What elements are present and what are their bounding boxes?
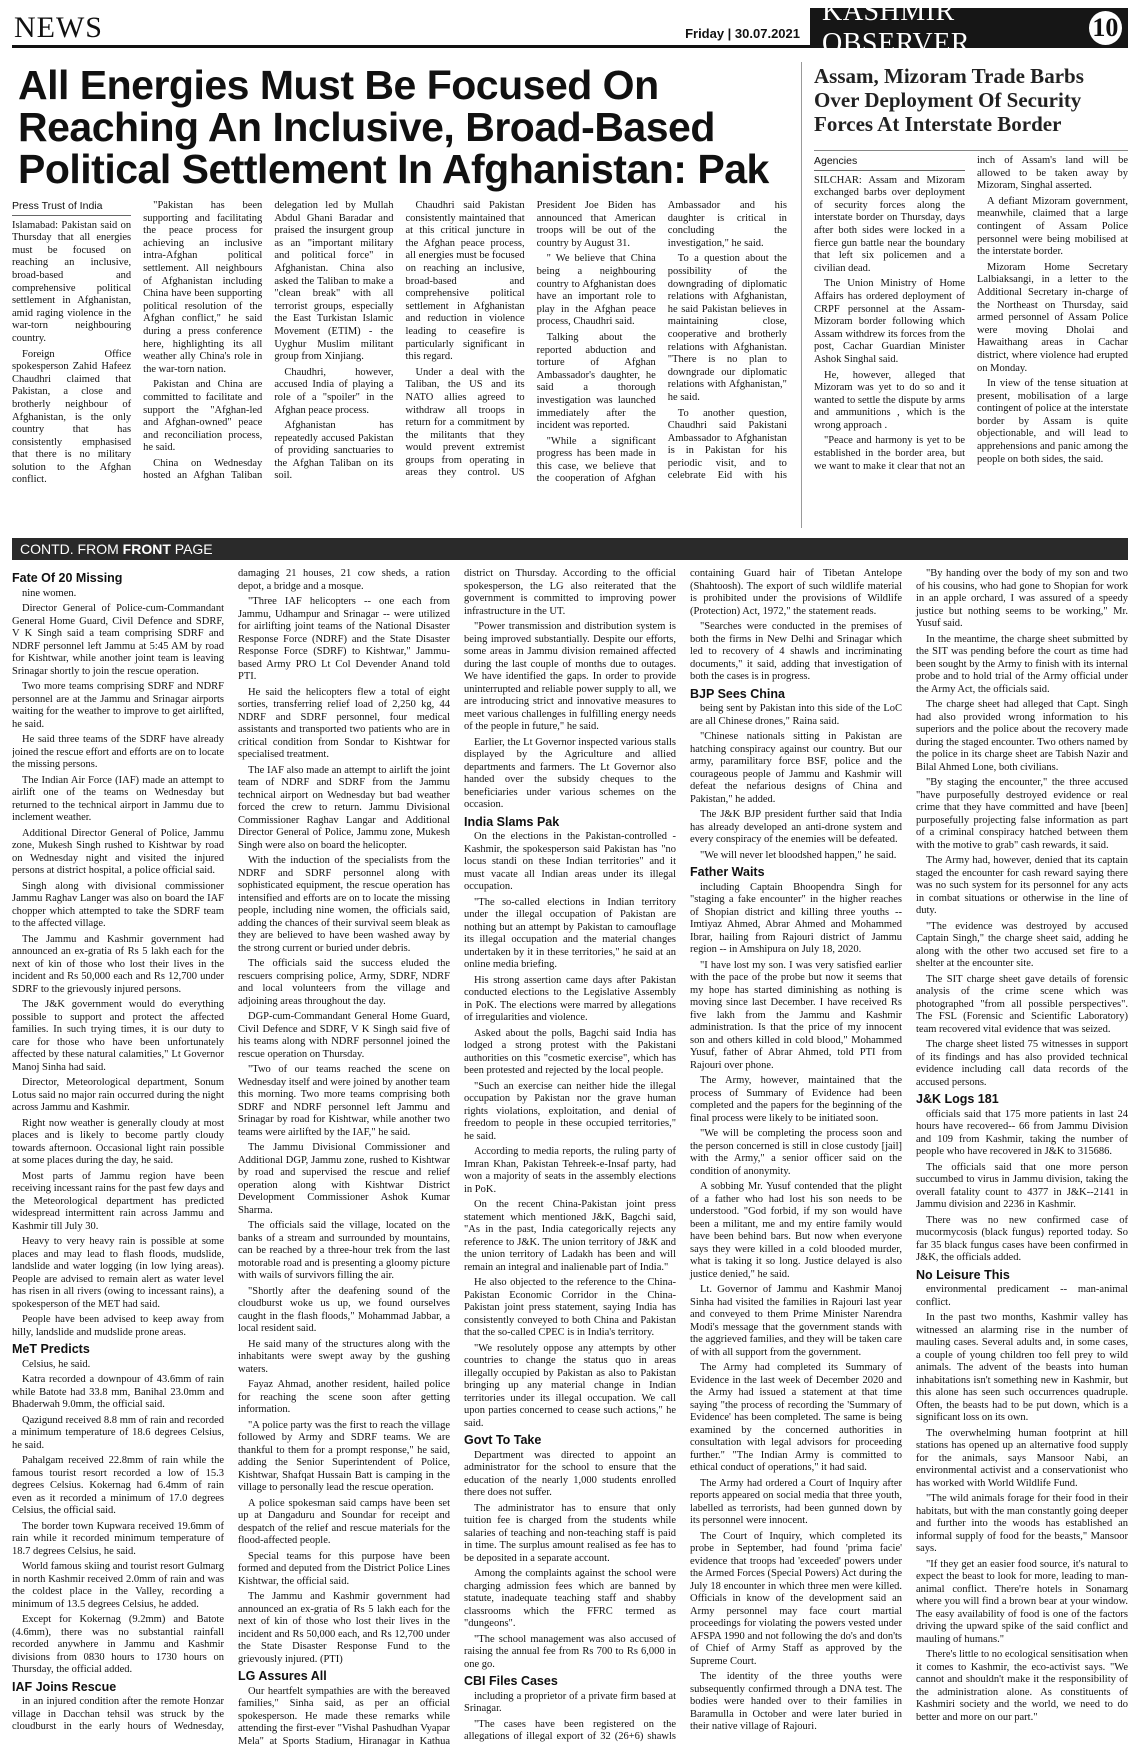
side-story-paragraph: SILCHAR: Assam and Mizoram exchanged barbs over deployment of security forces along the interstate border on Thursday, days after both sides were locked in a fierce gun battle near the boundary that left six policemen and a civilian dead. xyxy=(814,174,965,274)
story-paragraph: Additional Director General of Police, Jammu zone, Mukesh Singh rushed to Kishtwar by road on Wednesday night and visited the injured persons at district hospital, a police official said. xyxy=(12,827,224,876)
lead-story-paragraph: " We believe that China being a neighbouring country to Afghanistan does have an important role to play in the Afghan peace process, Chaudhri said. xyxy=(536,253,656,328)
story-paragraph: He said three teams of the SDRF have already joined the rescue effort and efforts are on to locate the missing persons. xyxy=(12,734,224,770)
story-paragraph: He said the helicopters flew a total of eight sorties, transferring relief load of 2,250 kg, 44 NDRF and SDRF personnel, four medical assistants and transported two patients who are in critical condition from Sondar to Kishtwar for specialised treatment. xyxy=(238,686,450,760)
story-heading: IAF Joins Rescue xyxy=(12,1679,117,1694)
side-story-paragraph: A defiant Mizoram government, meanwhile, claimed that a large contingent of Assam Police personnel were being mobilised at the interstate border. xyxy=(977,195,1128,258)
story-paragraph: "The cases have been registered on the allegations of illegal export of 32 (26+6) shawls containing Guard hair of Tibetan Antelope (Shahtoosh). The export of such wildlife material is prohibited under the provisions of Wildlife (Protection) Act, 1972," the statement reads. xyxy=(464,568,902,1742)
story-paragraph: His strong assertion came days after Pakistan conducted elections to the Legislative Assembly in PoK. The elections were marred by allegations of irregularities and violence. xyxy=(464,974,676,1023)
story-paragraph: The identity of the three youths were subsequently confirmed through a DNA test. The bodies were handed over to their families in Baramulla in October and were later buried in their native village of Rajouri. xyxy=(690,1671,902,1732)
story-paragraph: Special teams for this purpose have been formed and deputed from the District Police Lines Kishtwar, the official said. xyxy=(238,1550,450,1587)
story-paragraph: The Army had ordered a Court of Inquiry after reports appeared on social media that three youth, labelled as terrorists, had been gunned down by its personnel were innocent. xyxy=(690,1477,902,1526)
story-paragraph: in an injured condition after the remote Honzar village in Dacchan tehsil was struck by the cloudburst in the early hours of Wednesday, damaging 21 houses, 21 cow sheds, a ration depot, a bridge and a mosque. xyxy=(12,568,450,1732)
story-heading: No Leisure This xyxy=(916,1267,1010,1282)
masthead-left xyxy=(12,8,810,48)
story-paragraph: "Searches were conducted in the premises of both the firms in New Delhi and Srinagar which led to recovery of 4 shawls and incriminating documents," it said, adding that investigation of both the cases is in progress. xyxy=(690,621,902,682)
story-paragraph: Katra recorded a downpour of 43.6mm of rain while Batote had 33.8 mm, Banihal 23.0mm and Bhaderwah 9.0mm, the official said. xyxy=(12,1374,224,1410)
story-paragraph: Asked about the polls, Bagchi said India has lodged a strong protest with the Pakistani authorities on this "cosmetic exercise", which has been protested and rejected by the local people. xyxy=(464,1027,676,1076)
story-paragraph: "Power transmission and distribution system is being improved substantially. Despite our efforts, some areas in Jammu division remained affected during the last couple of months due to outages. We have identified the gaps. In order to provide uninterrupted and reliable power supply to all, we are introducing strict and innovative measures to meet various challenges in fulfilling energy needs of the people in future," he said. xyxy=(464,621,676,732)
story-paragraph: "Chinese nationals sitting in Pakistan are hatching conspiracy against our country. But our army, paramilitary force BSF, police and the courageous people of Jammu and Kashmir will defeat the nefarious designs of China and Pakistan," he added. xyxy=(690,731,902,805)
paper-name: KASHMIR OBSERVER xyxy=(822,0,971,59)
continued-emphasis: FRONT xyxy=(122,541,171,557)
story-paragraph: "We will be completing the process soon and the person concerned is still in close custody [jail] with the Army," a senior officer said on the condition of anonymity. xyxy=(690,1128,902,1177)
lead-story-body xyxy=(12,200,787,490)
story-paragraph: The Army, however, maintained that the process of Summary of Evidence had been completed and the papers for the beginning of the final process were likely to be initiated soon. xyxy=(690,1075,902,1124)
story-paragraph: The Indian Air Force (IAF) made an attempt to airlift one of the teams on Wednesday but returned to the technical airport in Jammu due to inclement weather. xyxy=(12,774,224,823)
story-paragraph: Singh along with divisional commissioner Jammu Raghav Langer was also on board the IAF chopper which attempted to take the SDRF team to the affected village. xyxy=(12,880,224,929)
lead-story-paragraph: China on Wednesday hosted an Afghan Taliban delegation led by Mullah Abdul Ghani Baradar and praised the insurgent group as an "important military and political force" in Afghanistan. China also asked the Taliban to make a "clean break" with all terrorist groups, especially the East Turkistan Islamic Movement (ETIM) - the Uyghur Muslim militant group from Xinjiang. xyxy=(143,200,394,482)
side-story-paragraph: "Peace and harmony is yet to be established in the border area, but we want to make it clear that not an inch of Assam's land will be allowed to be taken away by Mizoram, Singhal asserted. xyxy=(814,155,1128,472)
story-paragraph: "The so-called elections in Indian territory under the illegal occupation of Pakistan are nothing but an attempt by Pakistan to camouflage its illegal occupation and the material changes undertaken by it in these territories," he said at an online media briefing. xyxy=(464,896,676,970)
story-paragraph: Pahalgam received 22.8mm of rain while the famous tourist resort recorded a low of 15.3 degrees Celsius. Kokernag had 6.4mm of rain even as it recorded a minimum of 17.0 degrees Celsius, the official said. xyxy=(12,1455,224,1516)
story-paragraph: In the meantime, the charge sheet submitted by the SIT was pending before the court as time had been sought by the Army to finish with its internal probe and to hold trial of the Army official under the Army Act, the officials said. xyxy=(916,633,1128,695)
story-paragraph: "We will never let bloodshed happen," he said. xyxy=(700,849,897,861)
lead-story-paragraph: Pakistan and China are committed to facilitate and support the "Afghan-led and Afghan-owned" peace and reconciliation process, he said. xyxy=(143,379,263,454)
story-paragraph: Our heartfelt sympathies are with the bereaved families," Sinha said, as per an official spokesperson. He made these remarks while attending the first-ever "Vishal Pashudhan Vyapar Mela" at Sports Stadium, Hiranagar in Kathua district on Thursday. According to the official spokesperson, the LG also reiterated that the government is committed to improving power infrastructure in the UT. xyxy=(238,568,676,1747)
continued-stories xyxy=(12,568,1128,1748)
story-paragraph: The overwhelming human footprint at hill stations has opened up an alternative food supply for the animals, says Mansoor Nabi, an environmental activist and a conservationist who has worked with World Wildlife Fund. xyxy=(916,1427,1128,1489)
story-paragraph: Earlier, the Lt Governor inspected various stalls displayed by the Agriculture and allied departments and farmers. The Lt Governor also handed over the subsidy cheques to the beneficiaries under various schemes on the occasion. xyxy=(464,736,676,810)
story-paragraph: The Jammu and Kashmir government had announced an ex-gratia of Rs 5 lakh each for the next of kin of those who lost their lives in the incident and Rs 50,000 each, and Rs 12,700 under the State Disaster Response Fund to the grievously injured. (PTI) xyxy=(238,1591,450,1665)
story-paragraph: officials said that 175 more patients in last 24 hours have recovered-- 66 from Jammu Division and 109 from Kashmir, taking the number of people who have recovered in J&K to 315686. xyxy=(916,1108,1128,1157)
side-divider xyxy=(814,150,1128,151)
story-paragraph: Two more teams comprising SDRF and NDRF personnel are at the Jammu and Srinagar airports waiting for the weather to improve to get airlifted, he said. xyxy=(12,681,224,730)
story-paragraph: "Such an exercise can neither hide the illegal occupation by Pakistan nor the grave human rights violations, exploitation, and denial of freedom to people in these occupied territories," he said. xyxy=(464,1080,676,1142)
story-paragraph: The Army had completed its Summary of Evidence in the last week of December 2020 and the Army had issued a statement at that time saying "the process of recording the 'Summary of Evidence' has been completed. The same is being examined by the concerned authorities in consultation with legal advisors for proceeding further." "The Indian Army is committed to ethical conduct of operations," it had said. xyxy=(690,1362,902,1473)
lead-headline: All Energies Must Be Focused On Reaching An Inclusive, Broad-Based Political Settlement In Afghanistan: Pak xyxy=(18,62,769,192)
side-story-body xyxy=(814,155,1128,485)
side-paragraphs xyxy=(814,155,1128,485)
story-paragraph: "Two of our teams reached the scene on Wednesday itself and were joined by another team this morning. Two more teams comprising both SDRF and NDRF personnel left Jammu and Srinagar by road for Kishtwar, while another two teams were airlifted by the IAF," he said. xyxy=(238,1064,450,1138)
story-paragraph: "By staging the encounter," the three accused "have purposefully destroyed evidence or real crime that they have committed and have [been] purposefully projecting false information as part of a criminal conspiracy hatched between them with the motive to grab" cash rewards, it said. xyxy=(916,777,1128,851)
story-paragraph: Lt. Governor of Jammu and Kashmir Manoj Sinha had visited the families in Rajouri last year and conveyed to them Prime Minister Narendra Modi's message that the government stands with the aggrieved families, and they will be taken care of with all support from the government. xyxy=(690,1284,902,1358)
story-paragraph: He said many of the structures along with the inhabitants were swept away by the gushing waters. xyxy=(238,1338,450,1375)
story-heading: J&K Logs 181 xyxy=(916,1092,999,1106)
story-paragraph: The border town Kupwara received 19.6mm of rain while it recorded minimum temperature of 18.7 degrees Celsius, he said. xyxy=(12,1520,224,1557)
page-number: 10 xyxy=(1089,11,1122,45)
section-label: NEWS xyxy=(14,11,103,44)
lead-story-paragraph: Islamabad: Pakistan said on Thursday that all energies must be focused on reaching an inclusive, broad-based and comprehensive political settlement in Afghanistan, amid raging violence in the war-torn neighbouring country. xyxy=(12,219,132,344)
story-heading: India Slams Pak xyxy=(464,814,560,829)
lead-story-paragraph: To another question, Chaudhri said Pakistani Ambassador to Afghanistan is in Pakistan for his periodic visit, and to celebrate Eid with his xyxy=(667,407,787,482)
story-paragraph: "Three IAF helicopters -- one each from Jammu, Udhampur and Srinagar -- were utilized for airlifting joint teams of the National Disaster Response Force (NDRF) and the State Disaster Response Force (SDRF) to Kishtwar," Jammu-based Army PRO Lt Col Devender Anand told PTI. xyxy=(238,596,450,682)
lead-story-paragraph: "Pakistan has been supporting and facilitating the peace process for achieving an inclusive intra-Afghan political settlement. All neighbours of Afghanistan including China have been supporting political resolution of the Afghan conflict," he said during a press conference here, highlighting its all weather ally China's role in the war-torn nation. xyxy=(143,200,263,375)
story-paragraph: "The school management was also accused of raising the annual fee from Rs 700 to Rs 6,000 in one go. xyxy=(464,1633,676,1670)
story-heading: MeT Predicts xyxy=(12,1342,90,1356)
story-paragraph: The administrator has to ensure that only tuition fee is charged from the students while salaries of teaching and non-teaching staff is paid in time. The surplus amount realised as fee has to be deposited in a separate account. xyxy=(464,1502,676,1564)
story-paragraph: Department was directed to appoint an administrator for the school to ensure that the education of the nearly 1,000 students enrolled there does not suffer. xyxy=(464,1449,676,1498)
lead-byline: Press Trust of India xyxy=(12,200,131,216)
lead-story-paragraph: To a question about the possibility of the downgrading of diplomatic relations with Afghanistan, he said Pakistan believes in maintaining close, cooperative and brotherly relations with Afghanistan. "There is no plan to downgrade our diplomatic relations with Afghanistan," he said. xyxy=(667,253,787,403)
story-paragraph: nine women. xyxy=(22,587,77,599)
story-paragraph: Qazigund received 8.8 mm of rain and recorded a minimum temperature of 18.6 degrees Celsius, he said. xyxy=(12,1414,224,1451)
story-paragraph: "By handing over the body of my son and two of his cousins, who had gone to Shopian for work in an apple orchard, I was assured of a speedy justice but nothing seems to be working," Mr. Yusuf said. xyxy=(916,568,1128,629)
story-paragraph: There was no new confirmed case of mucormycosis (black fungus) reported today. So far 35 black fungus cases have been confirmed in J&K, the officials added. xyxy=(916,1214,1128,1263)
story-paragraph: The Court of Inquiry, which completed its probe in September, had found 'prima facie' evidence that troops had 'exceeded' powers under the Armed Forces (Special Powers) Act during the July 18 encounter in which three men were killed. Officials in know of the development said an Army personnel may face court martial proceedings for violating the powers vested under AFSPA 1990 and not following the do's and don'ts of Chief of Army Staff as approved by the Supreme Court. xyxy=(690,1530,902,1667)
story-paragraph: There's little to no ecological sensitisation when it comes to Kashmir, the eco-activist says. "We cannot and shouldn't make it the responsibility of the administration alone. As constituents of Kashmiri society and the world, we need to do better and more on our part." xyxy=(916,1649,1128,1723)
story-paragraph: A police spokesman said camps have been set up at Dangaduru and Soundar for receipt and despatch of the relief and rescue materials for the flood-affected people. xyxy=(238,1497,450,1546)
side-story-paragraph: In view of the tense situation at present, mobilisation of a large contingent of police at the interstate border by Assam is quite objectionable, and will lead to apprehensions and panic among the people on both sides, the said. xyxy=(977,378,1128,465)
masthead-banner xyxy=(810,0,1128,59)
story-paragraph: Director, Meteorological department, Sonum Lotus said no major rain occurred during the night across Jammu and Kashmir. xyxy=(12,1077,224,1113)
story-paragraph: The charge sheet listed 75 witnesses in support of its findings and has also provided technical evidence including call data records of the accused persons. xyxy=(916,1039,1128,1088)
story-paragraph: "The wild animals forage for their food in their habitats, but with the man constantly going deeper and further into the woods has established an informal supply of food for the beasts," Mansoor says. xyxy=(916,1493,1128,1554)
story-paragraph: On the elections in the Pakistan-controlled -Kashmir, the spokesperson said Pakistan has "no locus standi on these Indian territories" and it must vacate all Indian areas under its illegal occupation. xyxy=(464,831,676,892)
continued-bar xyxy=(12,538,1128,560)
story-paragraph: "If they get an easier food source, it's natural to expect the beast to look for more, leading to man-animal conflict. There're hotels in Sonamarg where you will find a brown bear at your window. The easy availability of food is one of the factors driving the upward spike of the said conflict and mauling of humans." xyxy=(916,1558,1128,1645)
story-heading: Fate Of 20 Missing xyxy=(12,571,123,585)
issue-date: Friday | 30.07.2021 xyxy=(685,26,800,41)
masthead xyxy=(12,0,1128,59)
story-paragraph: A sobbing Mr. Yusuf contended that the plight of a father who had lost his son needs to be understood. "God forbid, if my son would have been a militant, me and my entire family would have been behind bars. But now when everyone says they were killed in a cold blooded murder, what is taking it so long. Justice delayed is also justice denied," he said. xyxy=(690,1181,902,1280)
story-paragraph: "A police party was the first to reach the village followed by Army and SDRF teams. We are thankful to them for a prompt response," he said, adding the Senior Superintendent of Police, Kishtwar, Shafqat Hussain Batt is camping in the village to personally lead the rescue operation. xyxy=(238,1419,450,1493)
story-paragraph: environmental predicament -- man-animal conflict. xyxy=(916,1284,1128,1308)
lead-story-paragraph: Under a deal with the Taliban, the US and its NATO allies agreed to withdraw all troops in return for a commitment by the militants that they would prevent extremist groups from operating in areas they control. US President Joe Biden has announced that American troops will be out of the country by August 31. xyxy=(405,200,656,479)
lead-story-paragraph: "While a significant progress has been made in this case, we believe that the cooperation of Afghan Ambassador and his daughter is critical in concluding the investigation," he said. xyxy=(536,200,787,485)
lead-story-paragraph: Talking about the reported abduction and torture of Afghan Ambassador's daughter, he said a thorough investigation was launched immediately after the incident was reported. xyxy=(536,331,656,432)
story-paragraph: The Jammu Divisional Commissioner and Additional DGP, Jammu zone, rushed to Kishtwar by road and supervised the rescue and relief operation along with Kishtwar District Development Commissioner Ashok Kumar Sharma. xyxy=(238,1142,450,1216)
story-paragraph: The SIT charge sheet gave details of forensic analysis of the crime scene which was photographed "from all possible perspectives". The FSL (Forensic and Scientific Laboratory) team recovered vital evidence that was seized. xyxy=(916,973,1128,1035)
lead-story-paragraph: Foreign Office spokesperson Zahid Hafeez Chaudhri claimed that Pakistan, a close and brotherly neighbour of Afghanistan, is the only country that has consistently emphasised that there is no military solution to the Afghan conflict. xyxy=(12,348,132,486)
story-paragraph: People have been advised to keep away from hilly, landslide and mudslide prone areas. xyxy=(12,1314,224,1338)
lead-story-paragraph: Afghanistan has repeatedly accused Pakistan of providing sanctuaries to the Afghan Taliban on its soil. xyxy=(274,420,394,482)
story-heading: Govt To Take xyxy=(464,1433,542,1447)
lead-story-paragraph: Chaudhri, however, accused India of playing a role of a "spoiler" in the Afghan peace process. xyxy=(274,366,394,416)
story-paragraph: The officials said that one more person succumbed to virus in Jammu division, taking the overall fatality count to 4377 in J&K--2141 in Jammu division and 2236 in Kashmir. xyxy=(916,1161,1128,1210)
story-heading: CBI Files Cases xyxy=(464,1674,558,1688)
side-story-paragraph: The Union Ministry of Home Affairs has ordered deployment of CRPF personnel at the Assam-Mizoram border following which Assam withdrew its forces from the post, Cachar Guardian Minister Ashok Singhal said. xyxy=(814,278,965,365)
story-paragraph: Fayaz Ahmad, another resident, hailed police for reaching the scene soon after getting information. xyxy=(238,1379,450,1415)
story-paragraph: The officials said the village, located on the banks of a stream and surrounded by mountains, can be reached by a three-hour trek from the last motorable road and is presenting a gloomy picture with wails of survivors filling the air. xyxy=(238,1220,450,1281)
story-paragraph: including a proprietor of a private firm based at Srinagar. xyxy=(464,1690,676,1714)
side-headline: Assam, Mizoram Trade Barbs Over Deployment Of Security Forces At Interstate Border xyxy=(814,64,1084,136)
story-paragraph: Right now weather is generally cloudy at most places and is likely to become partly cloudy towards afternoon. Occasional light rain possible at some places during the day, he said. xyxy=(12,1117,224,1166)
story-paragraph: Except for Kokernag (9.2mm) and Batote (4.6mm), there was no substantial rainfall recorded anywhere in Jammu and Kashmir divisions from 0830 hours to 1730 hours on Thursday, the official added. xyxy=(12,1614,224,1675)
story-paragraph: The Jammu and Kashmir government had announced an ex-gratia of Rs 5 lakh each for the next of kin of those who lost their lives in the incident and Rs 50,000 each and Rs 12,700 under SDRF to the grievously injured persons. xyxy=(12,933,224,995)
story-paragraph: In the past two months, Kashmir valley has witnessed an alarming rise in the number of mauling cases. Several adults and, in some cases, a couple of young children too fell prey to wild animals. The advent of the beasts into human inhabitations isn't something new in Kashmir, but this alone has seen such occurrences quadruple. Often, the beasts had to be put down, which is a significant loss on its own. xyxy=(916,1312,1128,1423)
story-paragraph: Among the complaints against the school were charging admission fees which are banned by statute, inadequate teaching staff and shabby classrooms which the FFRC termed as "dungeons". xyxy=(464,1568,676,1629)
story-heading: BJP Sees China xyxy=(690,686,785,701)
story-paragraph: "Shortly after the deafening sound of the cloudburst woke us up, we found ourselves caught in the flash floods," Mohammad Jabbar, a local resident said. xyxy=(238,1285,450,1334)
story-paragraph: "I have lost my son. I was very satisfied earlier with the pace of the probe but now it seems that my hope has started diminishing as nothing is moving since last December. I have received Rs five lakh from the Jammu and Kashmir administration. Is that the price of my innocent son and others killed in cold blood," Mohammed Yusuf, father of Abrar Ahmed, told PTI from Rajouri over phone. xyxy=(690,959,902,1071)
story-paragraph: "The evidence was destroyed by accused Captain Singh," the charge sheet said, adding he along with the other two accused set fire to a shelter at the encounter site. xyxy=(916,920,1128,969)
story-paragraph: The J&K government would do everything possible to support and protect the affected families. In such trying times, it is our duty to care for those who have been unfortunately affected by these natural calamities," Lt Governor Manoj Sinha had said. xyxy=(12,999,224,1073)
top-section xyxy=(12,62,1128,528)
story-paragraph: including Captain Bhoopendra Singh for "staging a fake encounter" in the higher reaches of Shopian district and killing three youths -- Imtiyaz Ahmed, Abrar Ahmed and Mohammed Ibrar, hailing from Rajouri district of Jammu region -- in Amshipura on July 18, 2020. xyxy=(690,881,902,955)
story-paragraph: According to media reports, the ruling party of Imran Khan, Pakistan Tehreek-e-Insaf party, had won a majority of seats in the assembly elections in PoK. xyxy=(464,1146,676,1195)
story-paragraph: DGP-cum-Commandant General Home Guard, Civil Defence and SDRF, V K Singh said five of his teams along with NDRF personnel joined the rescue operation on Thursday. xyxy=(238,1011,450,1060)
continued-suffix: PAGE xyxy=(170,541,213,557)
lead-story-paragraph: Chaudhri said Pakistan consistently maintained that at this critical juncture in the Afghan peace process, all energies must be focused on reaching an inclusive, broad-based and comprehensive political settlement in Afghanistan and reduction in violence leading to ceasefire is particularly significant in this regard. xyxy=(405,200,525,363)
story-paragraph: On the recent China-Pakistan joint press statement which mentioned J&K, Bagchi said, "As in the past, India categorically rejects any reference to J&K. The union territory of J&K and the union territory of Ladakh has been and will remain an integral and inalienable part of India." xyxy=(464,1199,676,1273)
story-heading: Father Waits xyxy=(690,865,765,879)
story-paragraph: Celsius, he said. xyxy=(22,1358,91,1370)
story-paragraph: Heavy to very heavy rain is possible at some places and may lead to flash floods, mudslide, landslide and water logging (in low lying areas). People are advised to remain alert as water level has risen in all rivers (owing to incessant rains), a spokesperson of the MET had said. xyxy=(12,1236,224,1310)
story-paragraph: The Army had, however, denied that its captain staged the encounter for cash reward saying there was no such system for its personnel for any acts in combat situations or otherwise in the line of duty. xyxy=(916,855,1128,916)
side-story xyxy=(802,62,1128,528)
lead-paragraphs xyxy=(12,200,787,490)
side-story-paragraph: Mizoram Home Secretary Lalbiaksangi, in a letter to the Additional Secretary in-charge of the Northeast on Thursday, said armed personnel of Assam Police were moving Dholai and Hawaithang areas in Cachar district, where violence had erupted on Monday. xyxy=(977,261,1128,374)
lead-story xyxy=(12,62,802,528)
story-paragraph: With the induction of the specialists from the NDRF and SDRF personnel along with sophisticated equipment, the rescue operation has intensified and efforts are on to locate the missing people, including nine women, the officials said, adding the chances of their survival seem bleak as they are believed to have been washed away by the strong current or buried under debris. xyxy=(238,855,450,954)
story-paragraph: He also objected to the reference to the China-Pakistan Economic Corridor in the China-Pakistan joint press statement, saying India has consistently conveyed to both China and Pakistan that the so-called CPEC is in India's territory. xyxy=(464,1277,676,1338)
story-paragraph: Director General of Police-cum-Commandant General Home Guard, Civil Defence and SDRF, V K Singh said a team comprising SDRF and NDRF personnel left Jammu at 5:45 AM by road for Kishtwar, while another joint team is leaving Srinagar shortly to join the rescue operation. xyxy=(12,603,224,677)
story-paragraph: The IAF also made an attempt to airlift the joint team of NDRF and SDRF from the Jammu technical airport on Wednesday but bad weather forced the crew to return. Jammu Divisional Commissioner Raghav Langar and Additional Director General of Police, Jammu zone, Mukesh Singh were also on board the helicopter. xyxy=(238,764,450,851)
story-paragraph: "We resolutely oppose any attempts by other countries to change the status quo in areas illegally occupied by Pakistan as also to Pakistan bringing up any material change in Indian territories under its illegal occupation. We call upon parties concerned to cease such actions," he said. xyxy=(464,1342,676,1429)
continued-prefix: CONTD. FROM xyxy=(20,541,123,557)
story-paragraph: The J&K BJP president further said that India has already developed an anti-drone system and every conspiracy of the enemies will be defeated. xyxy=(690,809,902,845)
story-paragraph: Most parts of Jammu region have been receiving incessant rains for the past few days and the Meteorological department has predicted widespread intermittent rain across Jammu and Kashmir till July 30. xyxy=(12,1170,224,1232)
story-heading: LG Assures All xyxy=(238,1669,327,1683)
story-paragraph: World famous skiing and tourist resort Gulmarg in north Kashmir received 2.0mm of rain and was the coldest place in the Valley, recording a minimum of 13.5 degrees Celsius, he added. xyxy=(12,1561,224,1610)
side-byline: Agencies xyxy=(814,155,965,171)
side-story-paragraph: He, however, alleged that Mizoram was yet to do so and it wanted to settle the dispute by arms and ammunitions , which is the wrong approach . xyxy=(814,369,965,431)
story-paragraph: The charge sheet had alleged that Capt. Singh had also provided wrong information to his superiors and the police about the recovery made during the staged encounter. Two others named by the police in its charge sheet are Tabish Nazir and Bilal Ahmed Lone, both civilians. xyxy=(916,699,1128,773)
story-paragraph: being sent by Pakistan into this side of the LoC are all Chinese drones," Raina said. xyxy=(690,703,902,727)
story-paragraph: The officials said the success eluded the rescuers comprising police, Army, SDRF, NDRF and local volunteers from the village and adjoining areas throughout the day. xyxy=(238,958,450,1007)
